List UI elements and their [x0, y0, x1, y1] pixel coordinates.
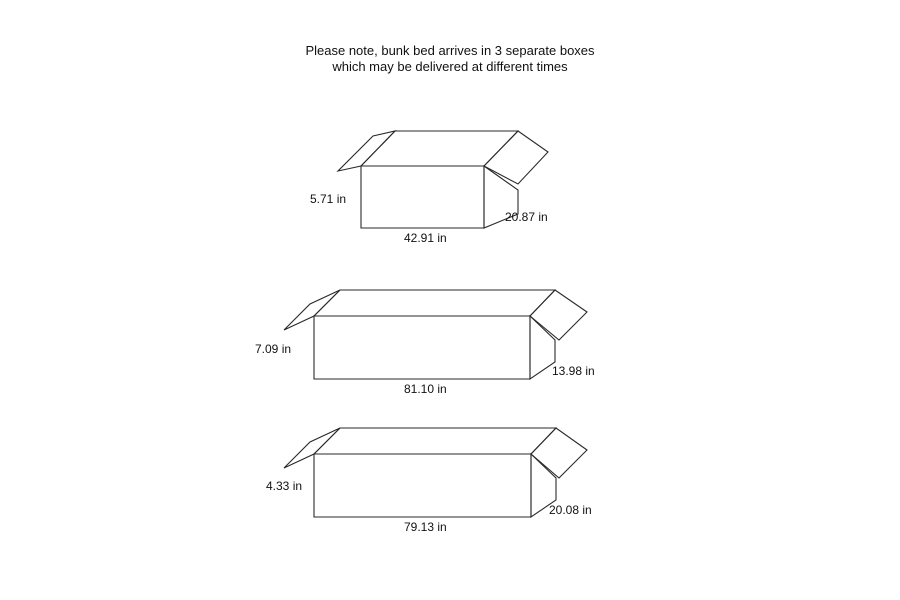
box-1-depth-label: 20.87 in: [505, 210, 548, 224]
box-1-height-label: 5.71 in: [310, 192, 347, 206]
box-2-front-face: [314, 316, 530, 379]
box-1-front-face: [361, 166, 484, 228]
box-3-top-face: [314, 428, 556, 454]
delivery-note-line-1: Please note, bunk bed arrives in 3 separate boxes: [305, 43, 595, 58]
box-1-top-face: [361, 131, 518, 166]
box-3-depth-label: 20.08 in: [549, 503, 592, 517]
box-3-right-flap: [531, 428, 587, 478]
box-3-front-face: [314, 454, 531, 517]
box-2-height-label: 7.09 in: [255, 342, 292, 356]
box-1-left-flap: [338, 131, 395, 171]
box-1-length-label: 42.91 in: [404, 231, 447, 245]
box-3-length-label: 79.13 in: [404, 520, 447, 534]
box-3: [266, 428, 592, 534]
box-2-depth-label: 13.98 in: [552, 364, 595, 378]
box-2-top-face: [314, 290, 555, 316]
box-2-length-label: 81.10 in: [404, 382, 447, 396]
box-3-height-label: 4.33 in: [266, 479, 303, 493]
box-2-left-flap: [284, 290, 340, 330]
box-1: [310, 131, 548, 245]
delivery-note-line-2: which may be delivered at different times: [332, 59, 568, 74]
box-2: [255, 290, 595, 396]
box-2-right-flap: [530, 290, 587, 340]
box-1-right-flap: [484, 131, 548, 184]
box-3-left-flap: [284, 428, 340, 468]
